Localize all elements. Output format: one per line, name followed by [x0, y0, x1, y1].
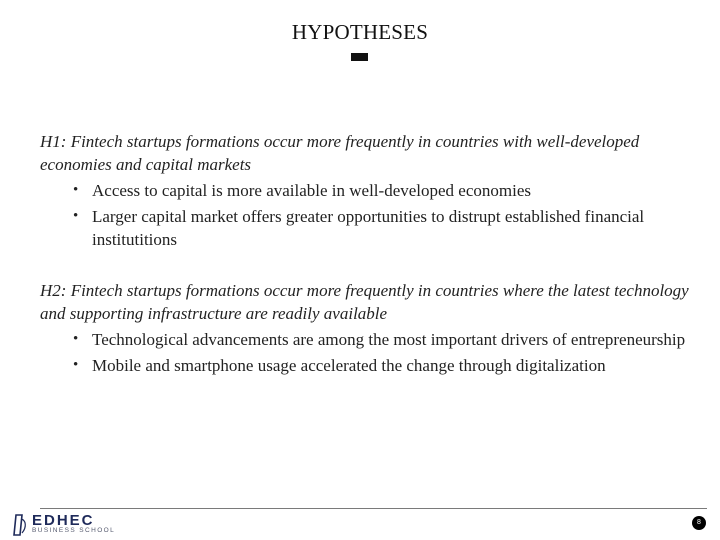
bullet-item — [40, 179, 690, 202]
hypothesis-1-bullets — [40, 179, 690, 251]
bullet-text: Technological advancements are among the most important drivers of entrepreneurship — [92, 330, 686, 349]
slide-content — [40, 130, 690, 380]
hypothesis-1-statement: H1: Fintech startups formations occur more frequently in countries with well-developed economies and capital markets — [40, 132, 640, 174]
bullet-icon: • — [73, 357, 79, 373]
footer-divider — [40, 508, 707, 509]
hypothesis-2 — [40, 279, 690, 377]
bullet-icon: • — [73, 208, 79, 224]
bullet-item — [40, 205, 690, 251]
bullet-item — [40, 328, 690, 351]
hypothesis-2-bullets — [40, 328, 690, 377]
logo-wordmark: EDHEC — [32, 512, 95, 529]
bullet-icon: • — [73, 331, 79, 347]
bullet-text: Mobile and smartphone usage accelerated the change through digitalization — [92, 356, 606, 375]
bullet-text: Larger capital market offers greater opportunities to distrupt established financial institutitions — [92, 207, 645, 249]
edhec-emblem-icon — [12, 513, 30, 537]
bullet-item — [40, 354, 690, 377]
hypothesis-2-statement: H2: Fintech startups formations occur more frequently in countries where the latest technology and supporting infrastructure are readily available — [40, 281, 689, 323]
title-underline-bar — [351, 53, 368, 61]
bullet-icon: • — [73, 182, 79, 198]
bullet-text: Access to capital is more available in well-developed economies — [92, 181, 532, 200]
logo-subtitle: BUSINESS SCHOOL — [32, 527, 116, 534]
page-number-badge: 8 — [692, 516, 706, 530]
slide-title: HYPOTHESES — [291, 20, 429, 44]
edhec-logo — [12, 512, 132, 538]
hypothesis-1 — [40, 130, 690, 251]
